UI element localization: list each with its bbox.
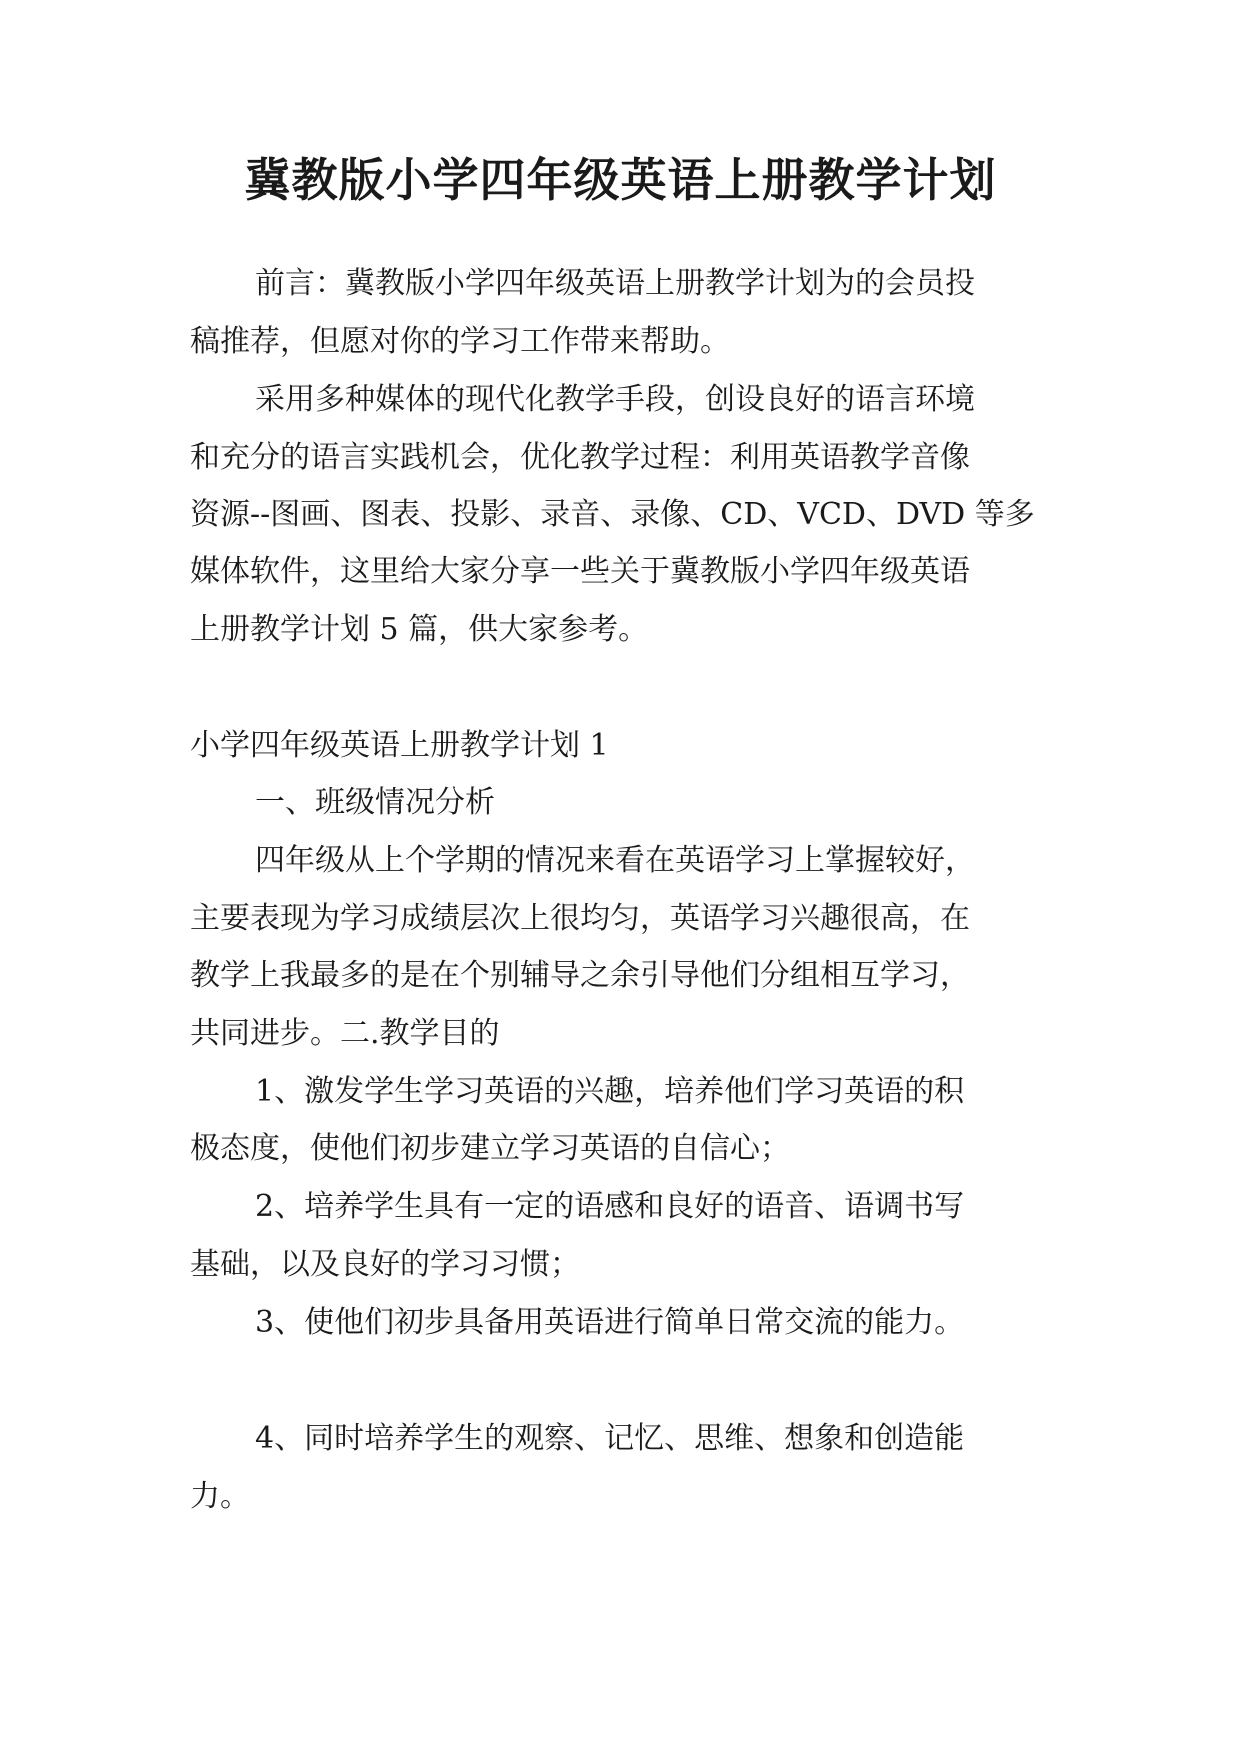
preface-line-2: 稿推荐，但愿对你的学习工作带来帮助。 <box>190 324 730 359</box>
goal-1-line-1: 1、激发学生学习英语的兴趣，培养他们学习英语的积 <box>255 1074 965 1109</box>
intro-line-1: 采用多种媒体的现代化教学手段，创设良好的语言环境 <box>255 382 975 417</box>
document-title: 冀教版小学四年级英语上册教学计划 <box>244 153 997 207</box>
subsection-heading-1: 一、班级情况分析 <box>255 785 495 820</box>
preface-line-1: 前言：冀教版小学四年级英语上册教学计划为的会员投 <box>255 266 975 301</box>
goal-1-line-2: 极态度，使他们初步建立学习英语的自信心； <box>190 1131 790 1166</box>
goal-2-line-1: 2、培养学生具有一定的语感和良好的语音、语调书写 <box>255 1189 965 1224</box>
goal-4-line-2: 力。 <box>190 1479 250 1514</box>
goal-2-line-2: 基础，以及良好的学习习惯； <box>190 1247 580 1282</box>
goal-4-line-1: 4、同时培养学生的观察、记忆、思维、想象和创造能 <box>255 1421 965 1456</box>
intro-line-4: 媒体软件，这里给大家分享一些关于冀教版小学四年级英语 <box>190 554 970 589</box>
section-heading: 小学四年级英语上册教学计划 1 <box>190 728 609 763</box>
analysis-line-4: 共同进步。二.教学目的 <box>190 1016 500 1051</box>
intro-line-2: 和充分的语言实践机会，优化教学过程：利用英语教学音像 <box>190 440 970 475</box>
goal-3-line-1: 3、使他们初步具备用英语进行简单日常交流的能力。 <box>255 1305 965 1340</box>
intro-line-3: 资源--图画、图表、投影、录音、录像、CD、VCD、DVD 等多 <box>190 497 1035 532</box>
intro-line-5: 上册教学计划 5 篇，供大家参考。 <box>190 612 649 647</box>
analysis-line-3: 教学上我最多的是在个别辅导之余引导他们分组相互学习， <box>190 958 970 993</box>
analysis-line-1: 四年级从上个学期的情况来看在英语学习上掌握较好， <box>255 843 975 878</box>
analysis-line-2: 主要表现为学习成绩层次上很均匀，英语学习兴趣很高，在 <box>190 901 970 936</box>
